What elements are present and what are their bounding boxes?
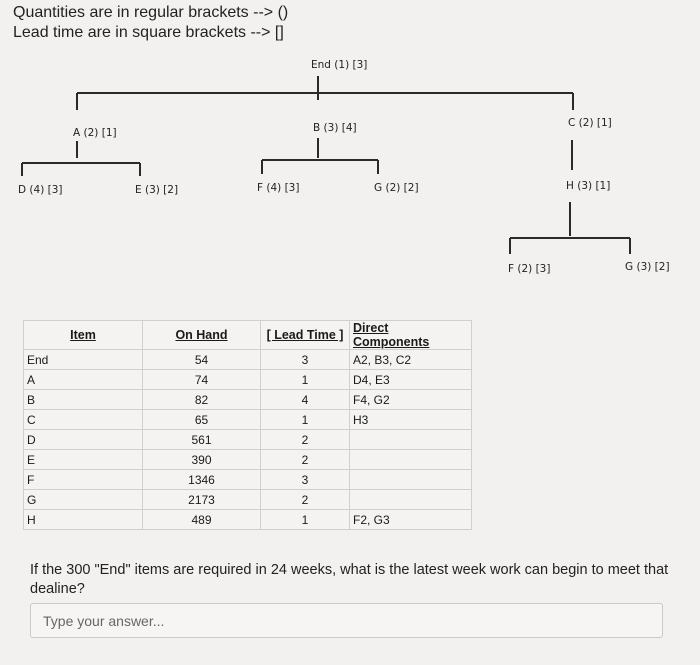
cell-lead-time: 1 (261, 510, 350, 530)
node-h: H (3) [1] (566, 180, 611, 192)
cell-item: H (24, 510, 143, 530)
cell-direct-components: D4, E3 (350, 370, 472, 390)
header-direct-components: Direct Components (350, 321, 472, 350)
header-item: Item (24, 321, 143, 350)
cell-direct-components (350, 430, 472, 450)
cell-direct-components (350, 490, 472, 510)
table-row (24, 350, 472, 370)
tree-lines (22, 76, 630, 254)
table-row (24, 370, 472, 390)
header-lead-time: [ Lead Time ] (261, 321, 350, 350)
cell-item: F (24, 470, 143, 490)
node-b: B (3) [4] (313, 122, 357, 134)
cell-lead-time: 2 (261, 430, 350, 450)
cell-lead-time: 4 (261, 390, 350, 410)
cell-item: C (24, 410, 143, 430)
table-row (24, 390, 472, 410)
node-g: G (2) [2] (374, 182, 419, 194)
cell-item: E (24, 450, 143, 470)
cell-lead-time: 2 (261, 490, 350, 510)
node-e: E (3) [2] (135, 184, 179, 196)
product-structure-tree (0, 0, 700, 290)
answer-input[interactable] (30, 603, 663, 638)
cell-item: A (24, 370, 143, 390)
header-on-hand: On Hand (143, 321, 261, 350)
cell-on-hand: 561 (143, 430, 261, 450)
cell-direct-components: F4, G2 (350, 390, 472, 410)
table-body (24, 350, 472, 530)
cell-lead-time: 3 (261, 470, 350, 490)
table-row (24, 410, 472, 430)
cell-on-hand: 489 (143, 510, 261, 530)
question-text: If the 300 "End" items are required in 24 weeks, what is the latest week work can begin to meet that dealine? (30, 562, 669, 597)
table-row (24, 450, 472, 470)
cell-item: D (24, 430, 143, 450)
node-c: C (2) [1] (568, 117, 612, 129)
cell-on-hand: 82 (143, 390, 261, 410)
cell-on-hand: 65 (143, 410, 261, 430)
node-f: F (4) [3] (257, 182, 300, 194)
cell-on-hand: 74 (143, 370, 261, 390)
table-row (24, 490, 472, 510)
cell-on-hand: 1346 (143, 470, 261, 490)
cell-item: G (24, 490, 143, 510)
cell-item: B (24, 390, 143, 410)
cell-direct-components: H3 (350, 410, 472, 430)
node-g2: G (3) [2] (625, 261, 670, 273)
table-row (24, 470, 472, 490)
table-header-row (24, 321, 472, 350)
cell-item: End (24, 350, 143, 370)
cell-direct-components: A2, B3, C2 (350, 350, 472, 370)
cell-lead-time: 1 (261, 410, 350, 430)
cell-direct-components (350, 450, 472, 470)
cell-lead-time: 1 (261, 370, 350, 390)
node-f2: F (2) [3] (508, 263, 551, 275)
node-end: End (1) [3] (311, 59, 368, 71)
table-row (24, 510, 472, 530)
instruction-lead-time: Lead time are in square brackets --> [] (13, 24, 284, 41)
cell-direct-components (350, 470, 472, 490)
cell-on-hand: 2173 (143, 490, 261, 510)
cell-on-hand: 390 (143, 450, 261, 470)
node-d: D (4) [3] (18, 184, 63, 196)
instruction-quantities: Quantities are in regular brackets --> () (13, 4, 289, 21)
cell-lead-time: 3 (261, 350, 350, 370)
cell-direct-components: F2, G3 (350, 510, 472, 530)
cell-lead-time: 2 (261, 450, 350, 470)
inventory-table (23, 320, 472, 530)
node-a: A (2) [1] (73, 127, 117, 139)
table-row (24, 430, 472, 450)
cell-on-hand: 54 (143, 350, 261, 370)
